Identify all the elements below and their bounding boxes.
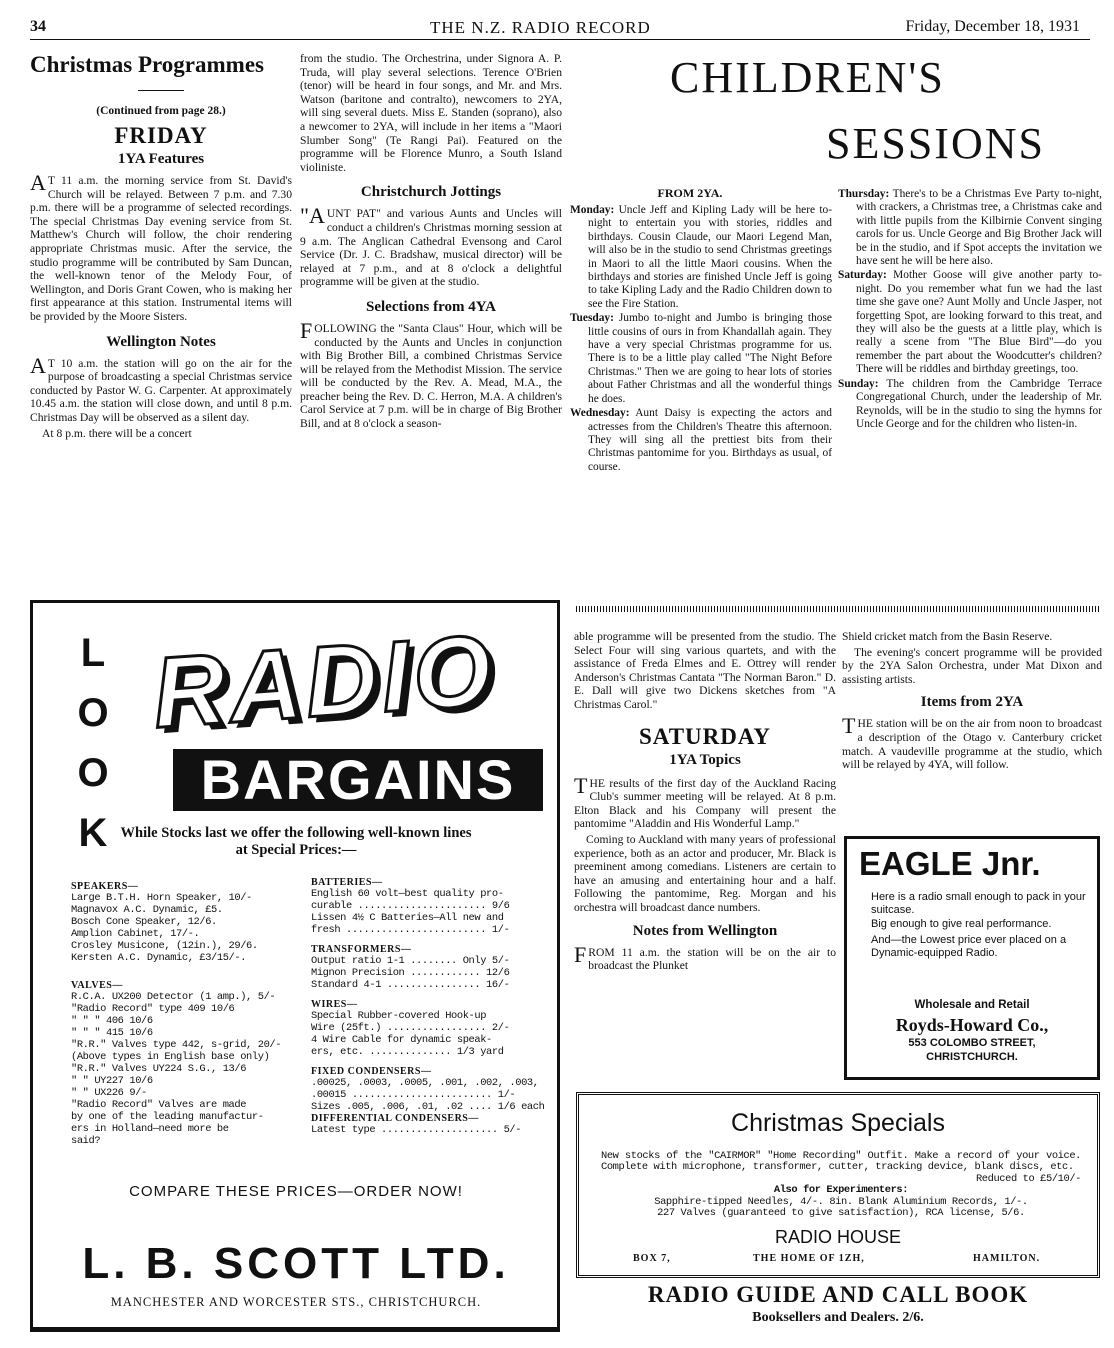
issue-date: Friday, December 18, 1931: [905, 18, 1080, 35]
radio-house-tag: THE HOME OF 1ZH,: [753, 1253, 865, 1264]
speaker-item: Amplion Cabinet, 17/-.: [71, 928, 200, 940]
eagle-city: CHRISTCHURCH.: [926, 1051, 1018, 1063]
wednesday-entry: Wednesday: Aunt Daisy is expecting the actors and actresses from the Children's Theatre this afternoon. They will sing all the prettiest bits from their Christmas pantomime for you. Birthdays as usual, of course.: [570, 407, 832, 473]
christmas-specials-ad: [576, 1092, 1100, 1278]
company-name: L. B. SCOTT LTD.: [82, 1239, 510, 1288]
page-header: [30, 18, 1090, 40]
column-2: [300, 52, 562, 433]
speaker-item: Magnavox A.C. Dynamic, £5.: [71, 904, 223, 916]
article-paragraph: THE results of the first day of the Auckland Racing Club's summer meeting will be relayed. At 8 p.m. Elton Black and his Company will present the pantomime "Aladdin and His Wonderful Lamp.": [574, 772, 836, 831]
transformers-heading: TRANSFORMERS—: [311, 944, 412, 955]
section-title: Christmas Programmes: [30, 52, 264, 77]
continued-note: (Continued from page 28.): [96, 105, 226, 117]
sub-heading-1ya-topics: 1YA Topics: [669, 751, 741, 768]
eagle-street: 553 COLOMBO STREET,: [908, 1037, 1036, 1049]
article-paragraph: able programme will be presented from the studio. The Select Four will sing various quartets, and with the assistance of Freda Elmes and E. Ottrey will render Anderson's Christmas Cantata "The Norman Baron." D. E. Dall will give two Dickens sketches from "A Christmas Carol.": [574, 630, 836, 711]
company-address: MANCHESTER AND WORCESTER STS., CHRISTCHURCH.: [110, 1295, 482, 1309]
radio-house: RADIO HOUSE: [774, 1227, 902, 1247]
speaker-item: Bosch Cone Speaker, 12/6.: [71, 916, 217, 928]
specials-title: Christmas Specials: [731, 1109, 945, 1137]
speaker-item: Large B.T.H. Horn Speaker, 10/-: [71, 892, 252, 904]
differential-heading: DIFFERENTIAL CONDENSERS—: [311, 1113, 479, 1124]
valve-item: " " UY227 10/6: [71, 1075, 153, 1087]
valves-heading: VALVES—: [71, 980, 123, 991]
radio-house-box: BOX 7,: [633, 1253, 671, 1264]
day-heading-saturday: SATURDAY: [639, 723, 771, 749]
article-paragraph: AT 10 a.m. the station will go on the air for the purpose of broadcasting a special Christmas service conducted by Pastor W. G. Carpenter. At approximately 10.45 a.m. the station will close down, and until 8 p.m. Christmas Day will be observed as a silent day.: [30, 352, 292, 424]
article-paragraph: AT 11 a.m. the morning service from St. David's Church will be relayed. Between 7 p.m. and 7.30 p.m. there will be a programme of selected recordings. The special Christmas Day evening service from St. Matthew's Church will follow, the choir rendering appropriate Christmas music. After the service, the studio programme will be contributed by Sam Duncan, the well-known tenor of the Melody Four, of Wellington, and Doris Grant Cowen, who is making her first appearance at this station. Instrumental items will be provided by the Moore Sisters.: [30, 170, 292, 323]
speakers-heading: SPEAKERS—: [71, 881, 139, 892]
eagle-title: EAGLE Jnr.: [859, 845, 1041, 882]
valve-item: " " " 406 10/6: [71, 1015, 153, 1027]
radio-wordmark: RADIO: [149, 613, 499, 750]
valve-item: R.C.A. UX200 Detector (1 amp.), 5/-: [71, 991, 276, 1003]
specials-copy: New stocks of the "CAIRMOR" "Home Recording" Outfit. Make a record of your voice. Complete with microphone, transformer, cutter, tracking device, blank discs, etc. Reduced to £5/10/- Also for Experimenters: Sapphire-tipped Needles, 4/-. 8in. Blank Aluminium Records, 1/-. 227 Valves (guaranteed to give satisfaction), RCA license, 5/6.: [601, 1150, 1081, 1220]
thursday-entry: Thursday: There's to be a Christmas Eve Party to-night, with crackers, a Christmas tree, a Christmas cake and with little pupils from the Kilbirnie Convent singing carols for us. Uncle George and Big Brother Jack will be in the studio, and if Spot accepts the invitation we have sent he will be here also.: [838, 188, 1102, 268]
valve-item: said?: [71, 1135, 101, 1147]
article-paragraph: FOLLOWING the "Santa Claus" Hour, which will be conducted by the Aunts and Uncles in conjunction with Big Brother Bill, a combined Christmas Service will be relayed from the Methodist Mission. The service will be conducted by the Rev. A. Mead, M.A., the preacher being the Rev. D. C. Herron, M.A. A children's Carol Service at 7 p.m. will be in charge of Big Brother Bill, and at 8 o'clock a season-: [300, 317, 562, 431]
eagle-wholesale: Wholesale and Retail: [914, 999, 1030, 1011]
sub-heading-wellington: Wellington Notes: [106, 333, 216, 350]
eagle-company: Royds-Howard Co.,: [895, 1015, 1049, 1035]
radio-house-city: HAMILTON.: [973, 1253, 1041, 1264]
radio-guide-title: RADIO GUIDE AND CALL BOOK: [647, 1282, 1029, 1307]
look-vertical: L O O K: [77, 631, 109, 855]
valve-item: by one of the leading manufactur-: [71, 1111, 264, 1123]
sub-heading-4ya: Selections from 4YA: [366, 298, 496, 315]
article-paragraph: The evening's concert programme will be provided by the 2YA Salon Orchestra, under Mat Dixon and assisting artists.: [842, 645, 1102, 686]
batteries-heading: BATTERIES—: [311, 877, 383, 888]
ad-right-list: BATTERIES— English 60 volt—best quality pro- curable ...................... 9/6 Lissen 4½ C Batteries—All new and fresh ........................ 1/- TRANSFORMERS— Output ratio 1-1 ........ Only 5/- Mignon Precision ............ 12/6 Standard 4-1 ................ 16/- WIRES— Special Rubber-covered Hook-up Wire (25ft.) ................. 2/- 4 Wire Cable for dynamic speak- ers, etc. .............. 1/3 yard FIXED CONDENSERS— .00025, .0003, .0005, .001, .002, .003, .00015 ........................ 1/- Sizes .005, .006, .01, .02 .... 1/6 each DIFFERENTIAL CONDENSERS— Latest type .................... 5/-: [311, 869, 547, 1136]
column-4: [842, 630, 1102, 774]
article-paragraph: from the studio. The Orchestrina, under Signora A. P. Truda, will play several selections. Terence O'Brien (tenor) will be heard in four songs, and Mr. and Mrs. Watson (baritone and contralto), newcomers to 2YA, will sing several duets. Miss E. Standen (soprano), also a newcomer to 2YA, will include in her items a "Maori Slumber Song" (Te Rangi Pai). Featured on the programme will be Florence Munro, a South Island violiniste.: [300, 52, 562, 174]
tuesday-entry: Tuesday: Jumbo to-night and Jumbo is bringing those little cousins of ours in from Khandallah again. They have a very special Christmas programme for us. There is to be a little play called "The Night Before Christmas." Then we are going to hear lots of stories about Father Christmas and all the wonderful things he does.: [570, 312, 832, 405]
sub-heading-notes-wellington: Notes from Wellington: [632, 922, 778, 939]
eagle-copy: Here is a radio small enough to pack in your suitcase. Big enough to give real performance. And—the Lowest price ever placed on a Dynamic-equipped Radio.: [871, 891, 1086, 959]
page-number: 34: [30, 18, 46, 35]
children-right-col: [838, 188, 1102, 432]
article-paragraph: Shield cricket match from the Basin Reserve.: [842, 630, 1053, 643]
article-paragraph: THE station will be on the air from noon to broadcast a description of the Otago v. Canterbury cricket match. A vaudeville programme at the studio, which will be relayed by 4YA, will follow.: [842, 713, 1102, 772]
valve-item: " " " 415 10/6: [71, 1027, 153, 1039]
from-2ya: FROM 2YA.: [657, 186, 723, 200]
valve-item: " " UX226 9/-: [71, 1087, 147, 1099]
speaker-item: Kersten A.C. Dynamic, £3/15/-.: [71, 952, 247, 964]
saturday-entry: Saturday: Mother Goose will give another party to-night. Do you remember what fun we had the last time she gave one? Aunt Molly and Uncle Jasper, not forgetting Spot, are looking forward to this treat, and they will also be the guests at a little play, which is really a scene from "The Blue Bird"—do you remember the part about the Woodcutter's children? There will be riddles and birthday greetings, too.: [838, 269, 1102, 376]
article-paragraph: At 8 p.m. there will be a concert: [42, 426, 192, 440]
radio-bargains-ad: [30, 600, 560, 1332]
ad-intro: While Stocks last we offer the following well-known lines at Special Prices:—: [120, 825, 472, 858]
article-paragraph: "AUNT PAT" and various Aunts and Uncles will conduct a children's Christmas morning session at 9 a.m. The Anglican Cathedral Evensong and Carol Service (Dr. J. C. Bradshaw, musical director) will be relayed at 7 p.m., and at 8 o'clock a delightful programme will be given at the studio.: [300, 203, 562, 289]
sub-heading-items-2ya: Items from 2YA: [920, 694, 1024, 711]
monday-entry: Monday: Uncle Jeff and Kipling Lady will be here to-night to entertain you with stories, riddles and birthdays. Cousin Claude, our Maori Legend Man, will also be in the studio to send Christmas greetings in Maori to all the little Maori cousins. When the birthdays and stories are finished Uncle Jeff is going to take Kipling Lady and the Radio Children down to see the Fire Station.: [570, 204, 832, 310]
sub-heading-1ya: 1YA Features: [117, 151, 205, 167]
newspaper-title: THE N.Z. RADIO RECORD: [430, 18, 651, 37]
condensers-heading: FIXED CONDENSERS—: [311, 1066, 432, 1077]
article-paragraph: FROM 11 a.m. the station will be on the air to broadcast the Plunket: [574, 941, 836, 973]
article-paragraph: Coming to Auckland with many years of professional experience, both as an actor and producer, Mr. Black is preeminent among comedians. Listeners are certain to have an amusing and entertaining hour and a half. Following the pantomime, Reg. Morgan and his orchestra will broadcast dance numbers.: [574, 832, 836, 914]
ad-left-list: [71, 873, 306, 1147]
sunday-entry: Sunday: The children from the Cambridge Terrace Congregational Church, under the leadership of Mr. Reynolds, will be in the studio to sing the hymns for Uncle George and for the children who listen-in.: [838, 377, 1102, 430]
sessions-title: SESSIONS: [826, 119, 1045, 168]
valve-item: ers in Holland—need more be: [71, 1123, 229, 1135]
day-heading-friday: FRIDAY: [114, 123, 208, 148]
radio-guide-sub: Booksellers and Dealers. 2/6.: [752, 1310, 924, 1325]
speaker-item: Crosley Musicone, (12in.), 29/6.: [71, 940, 258, 952]
decorative-divider: [576, 606, 1100, 612]
childrens-title: CHILDREN'S: [670, 53, 945, 102]
wires-heading: WIRES—: [311, 999, 358, 1010]
column-3: [574, 630, 836, 975]
sub-heading-christchurch: Christchurch Jottings: [360, 184, 502, 201]
valve-item: "R.R." Valves type 442, s-grid, 20/-: [71, 1039, 282, 1051]
valve-item: (Above types in English base only): [71, 1051, 270, 1063]
valve-item: "Radio Record" type 409 10/6: [71, 1003, 235, 1015]
children-left-col: [570, 204, 832, 475]
valve-item: "Radio Record" Valves are made: [71, 1099, 247, 1111]
compare-line: COMPARE THESE PRICES—ORDER NOW!: [129, 1183, 463, 1200]
eagle-jnr-ad: [844, 836, 1100, 1080]
column-1: [30, 52, 292, 442]
valve-item: "R.R." Valves UY224 S.G., 13/6: [71, 1063, 247, 1075]
bargains-banner: BARGAINS: [173, 749, 543, 811]
